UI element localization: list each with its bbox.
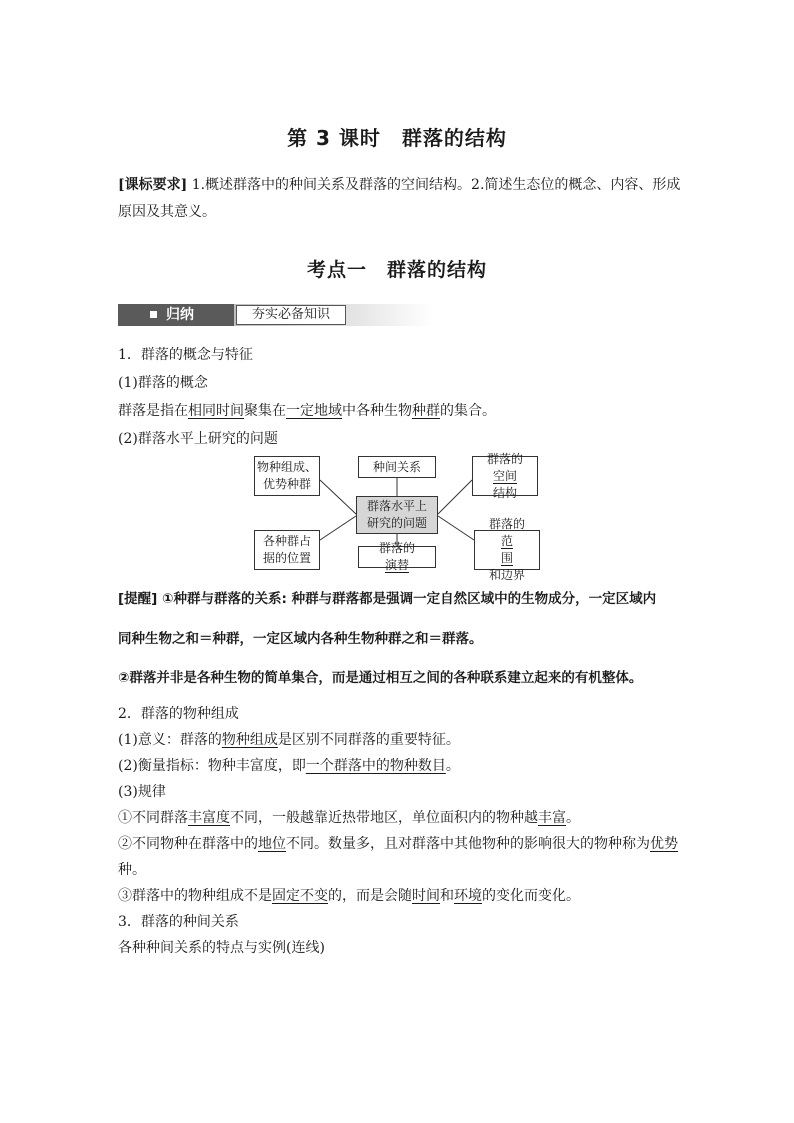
heading-2: 2．群落的物种组成: [118, 706, 239, 722]
tip-line-1: [118, 589, 656, 609]
text: 不同。数量多，且对群落中其他物种的影响很大的物种称为: [286, 836, 650, 852]
text: (1)意义：群落的: [118, 732, 222, 748]
diagram-box-interspecific: [358, 456, 436, 478]
diagram-box-boundary: [474, 517, 540, 582]
requirements-tag: [课标要求]: [118, 177, 188, 193]
text: 是区别不同群落的重要特征。: [277, 732, 460, 748]
text: 聚集在: [244, 403, 286, 419]
box-text: 优势种群: [262, 477, 311, 491]
text: ②不同物种在群落中的: [118, 836, 258, 852]
answer-underline: 演替: [384, 558, 409, 572]
connector-line: [320, 516, 356, 540]
paragraph-interspecific: 各种种间关系的特点与实例(连线): [118, 940, 325, 956]
paragraph-significance: [118, 730, 460, 750]
tip-line-3: ②群落并非是各种生物的简单集合，而是通过相互之间的各种联系建立起来的有机整体。: [118, 670, 643, 686]
answer-underline: 一个群落中的物种数目: [305, 758, 446, 774]
answer-underline: 丰富: [538, 810, 566, 826]
box-text: 和边界: [488, 568, 525, 582]
sub-heading-1-1: (1)群落的概念: [118, 375, 208, 391]
tip-text: ①种群与群落的关系: 种群与群落都是强调一定自然区域中的生物成分，一定区域内: [162, 591, 657, 607]
answer-underline: 优势: [650, 836, 678, 852]
box-text: 群落的: [486, 451, 523, 466]
band-label: 归纳: [166, 307, 194, 323]
sub-heading-2-3: (3)规律: [118, 784, 166, 800]
diagram-center-box: [356, 496, 438, 534]
answer-underline: 物种组成: [221, 732, 278, 748]
text: 。: [566, 810, 580, 826]
tip-tag: [提醒]: [118, 591, 158, 607]
box-text: 群落的: [488, 517, 525, 531]
diagram-box-spatial-structure: [472, 451, 538, 500]
box-text: 群落水平上: [366, 499, 427, 513]
text: 群落是指在: [118, 403, 188, 419]
page-title: 第 3 课时 群落的结构: [287, 126, 507, 150]
section-title: 考点一 群落的结构: [306, 259, 487, 281]
box-text: 研究的问题: [366, 516, 427, 530]
answer-underline: 时间: [412, 888, 440, 904]
answer-underline: 环境: [454, 888, 482, 904]
text: 中各种生物: [342, 403, 412, 419]
sub-heading-1-2: (2)群落水平上研究的问题: [118, 431, 278, 447]
connector-line: [438, 480, 472, 514]
band-sublabel: 夯实必备知识: [236, 305, 346, 325]
answer-underline: 种群: [412, 403, 440, 419]
answer-underline: 地位: [258, 836, 286, 852]
text: 的变化而变化。: [482, 888, 580, 904]
tip-line-2: 同种生物之和＝种群，一定区域内各种生物种群之和＝群落。: [118, 631, 483, 647]
text: 和: [440, 888, 454, 904]
box-text: 物种组成、: [256, 460, 317, 474]
answer-underline: 围: [500, 551, 513, 565]
connector-line: [438, 516, 474, 540]
requirements-line-2: 原因及其意义。: [118, 204, 216, 220]
text: 不同，一般越靠近热带地区，单位面积内的物种越: [230, 810, 538, 826]
box-text: 结构: [492, 485, 517, 500]
rule-1: [118, 808, 580, 828]
diagram-box-position: [254, 530, 320, 570]
box-text: 种间关系: [372, 459, 421, 474]
box-text: 据的位置: [262, 551, 311, 565]
text: ①不同群落: [118, 810, 188, 826]
heading-1: 1．群落的概念与特征: [118, 347, 253, 363]
connector-line: [320, 480, 356, 514]
paragraph-indicator: [118, 756, 460, 776]
text: ③群落中的物种组成不是: [118, 888, 272, 904]
answer-underline: 范: [500, 534, 513, 548]
text: 的，而是会随: [328, 888, 412, 904]
box-text: 群落的: [378, 541, 415, 555]
diagram-box-succession: [358, 541, 436, 572]
text: 。: [445, 758, 460, 774]
rule-2: [118, 834, 678, 854]
box-text: 各种群占: [262, 534, 311, 548]
answer-underline: 固定不变: [272, 888, 328, 904]
answer-underline: 一定地域: [286, 403, 342, 419]
text: 的集合。: [440, 403, 496, 419]
text: (2)衡量指标：物种丰富度，即: [118, 758, 306, 774]
answer-underline: 相同时间: [188, 403, 244, 419]
rule-3: [118, 886, 580, 906]
diagram-box-species-composition: [254, 456, 320, 496]
answer-underline: 丰富度: [188, 810, 230, 826]
requirements-line-1: 1.概述群落中的种间关系及群落的空间结构。2.简述生态位的概念、内容、形成: [191, 177, 681, 193]
rule-2-cont: 种。: [118, 862, 146, 878]
heading-3: 3．群落的种间关系: [118, 914, 239, 930]
answer-underline: 空间: [492, 468, 517, 483]
